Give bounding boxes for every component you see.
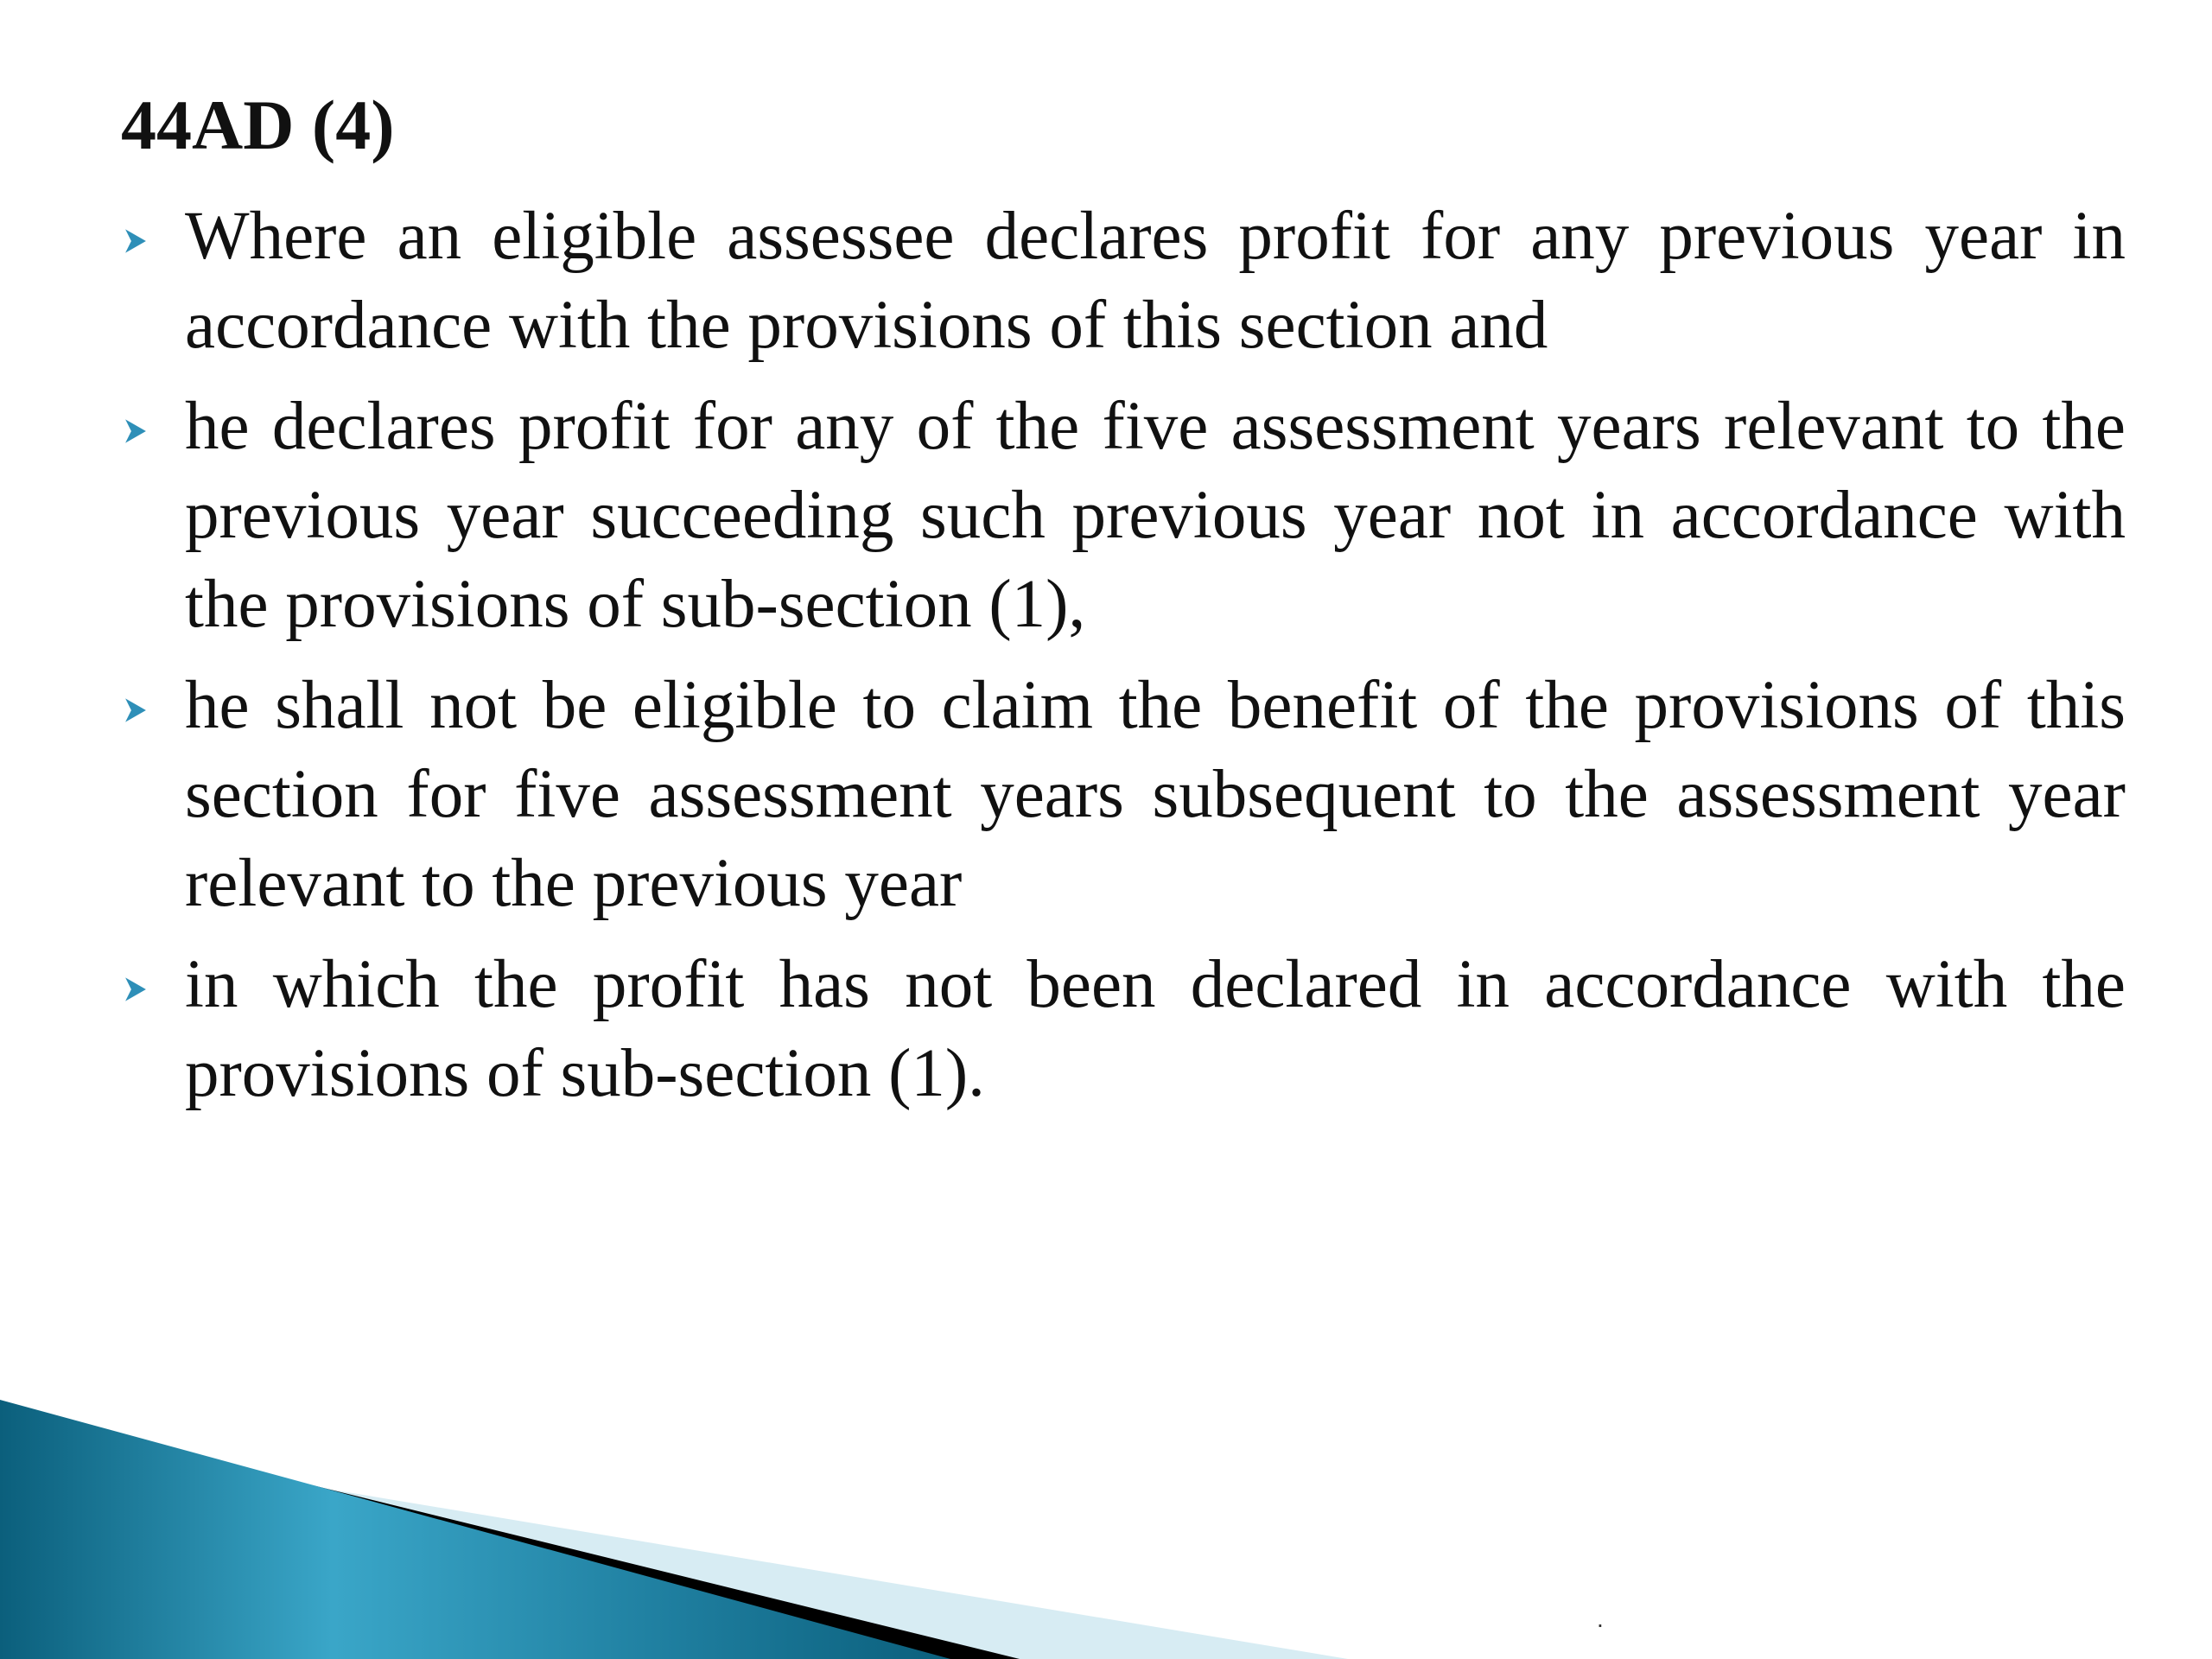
bullet-item bbox=[121, 382, 2126, 649]
bullet-item bbox=[121, 940, 2126, 1118]
bullet-item bbox=[121, 661, 2126, 928]
arrowhead-bullet-icon bbox=[121, 209, 185, 273]
bullet-list bbox=[121, 192, 2126, 1130]
arrowhead-bullet-icon bbox=[121, 399, 185, 463]
bullet-text: Where an eligible assessee declares profit for any previous year in accordance with the provisions of this section and bbox=[185, 199, 2126, 363]
bullet-item bbox=[121, 192, 2126, 370]
corner-swoosh-decoration bbox=[0, 1382, 2212, 1659]
footer-mark: . bbox=[1597, 1605, 1604, 1632]
bullet-text: he shall not be eligible to claim the benefit of the provisions of this section for five assessment years subsequent to the assessment year relevant to the previous year bbox=[185, 668, 2126, 921]
bullet-text: in which the profit has not been declared in accordance with the provisions of sub-section (1). bbox=[185, 947, 2126, 1111]
arrowhead-bullet-icon bbox=[121, 957, 185, 1021]
slide-title: 44AD (4) bbox=[121, 86, 395, 164]
bullet-text: he declares profit for any of the five assessment years relevant to the previous year succeeding such previous year not in accordance with the provisions of sub-section (1), bbox=[185, 389, 2126, 642]
arrowhead-bullet-icon bbox=[121, 678, 185, 742]
decor-teal-wedge bbox=[0, 1400, 950, 1659]
